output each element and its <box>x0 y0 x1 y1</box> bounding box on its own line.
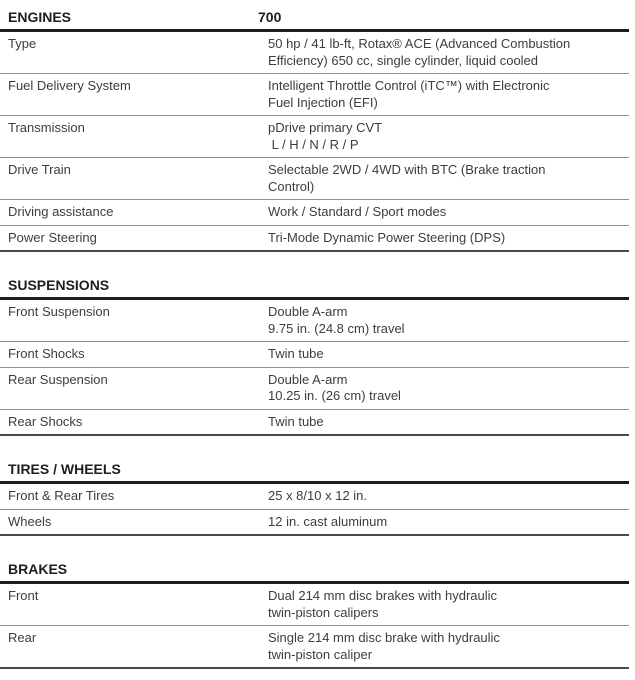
row-value <box>268 514 629 531</box>
row-value <box>268 304 629 337</box>
section-header <box>0 4 629 32</box>
row-value <box>268 372 629 405</box>
table-row <box>0 157 629 199</box>
spec-section <box>0 556 629 669</box>
row-value-line: 25 x 8/10 x 12 in. <box>268 488 368 503</box>
row-value-line: Intelligent Throttle Control (iTC™) with Electronic <box>268 78 550 93</box>
row-label: Drive Train <box>8 162 71 177</box>
row-value-line: Work / Standard / Sport modes <box>268 204 447 219</box>
table-row <box>0 225 629 251</box>
row-label: Front Shocks <box>8 346 85 361</box>
row-label: Wheels <box>8 513 52 529</box>
row-value-line: Double A-arm <box>268 371 348 387</box>
row-value-line: 9.75 in. (24.8 cm) travel <box>268 320 405 336</box>
row-value <box>268 630 629 663</box>
section-header <box>0 556 629 584</box>
row-value-line: Control) <box>268 178 315 194</box>
row-value <box>268 414 629 431</box>
row-value-line: twin-piston calipers <box>268 604 379 620</box>
section-title: BRAKES <box>8 561 68 577</box>
row-value <box>268 588 629 621</box>
section-header <box>0 456 629 484</box>
row-value-line: Twin tube <box>268 346 324 361</box>
row-value-line: L / H / N / R / P <box>268 136 359 152</box>
row-value <box>268 488 629 505</box>
spec-section <box>0 456 629 536</box>
spec-section <box>0 4 629 252</box>
row-value-line: Dual 214 mm disc brakes with hydraulic <box>268 588 498 603</box>
row-label: Rear <box>8 630 37 645</box>
row-label: Type <box>8 36 37 51</box>
table-row <box>0 625 629 667</box>
row-label: Front & Rear Tires <box>8 488 115 503</box>
row-value-line: 12 in. cast aluminum <box>268 513 388 529</box>
row-value-line: Selectable 2WD / 4WD with BTC (Brake traction <box>268 162 546 177</box>
row-label: Front Suspension <box>8 304 110 319</box>
section-title: TIRES / WHEELS <box>8 461 121 477</box>
row-value <box>268 204 629 221</box>
table-row <box>0 300 629 341</box>
row-value-line: Fuel Injection (EFI) <box>268 94 378 110</box>
row-label: Rear Suspension <box>8 371 108 387</box>
table-row <box>0 115 629 157</box>
row-label: Driving assistance <box>8 204 114 219</box>
table-row <box>0 367 629 409</box>
section-title: ENGINES <box>8 9 72 25</box>
row-value-line: Tri-Mode Dynamic Power Steering (DPS) <box>268 229 506 245</box>
row-value-line: Efficiency) 650 cc, single cylinder, liquid cooled <box>268 52 539 68</box>
table-row <box>0 509 629 535</box>
section-column-header: 700 <box>258 9 282 25</box>
row-value <box>268 78 629 111</box>
table-row <box>0 409 629 435</box>
table-row <box>0 32 629 73</box>
row-value-line: Double A-arm <box>268 304 348 319</box>
row-value-line: Twin tube <box>268 413 324 429</box>
section-title: SUSPENSIONS <box>8 277 110 293</box>
row-label: Power Steering <box>8 229 97 245</box>
row-value-line: 10.25 in. (26 cm) travel <box>268 388 401 403</box>
section-header <box>0 272 629 300</box>
table-row <box>0 199 629 225</box>
table-row <box>0 73 629 115</box>
row-value <box>268 36 629 69</box>
row-value <box>268 230 629 247</box>
row-value-line: twin-piston caliper <box>268 646 373 662</box>
spec-section <box>0 272 629 436</box>
row-label: Rear Shocks <box>8 413 83 429</box>
row-value-line: Single 214 mm disc brake with hydraulic <box>268 630 500 645</box>
row-label: Fuel Delivery System <box>8 78 131 93</box>
table-row <box>0 484 629 509</box>
row-value-line: pDrive primary CVT <box>268 120 383 135</box>
table-row <box>0 341 629 367</box>
row-value <box>268 346 629 363</box>
row-label: Transmission <box>8 120 85 135</box>
row-value <box>268 120 629 153</box>
table-row <box>0 584 629 625</box>
row-value <box>268 162 629 195</box>
row-label: Front <box>8 588 39 603</box>
row-value-line: 50 hp / 41 lb-ft, Rotax® ACE (Advanced Combustion <box>268 36 571 51</box>
